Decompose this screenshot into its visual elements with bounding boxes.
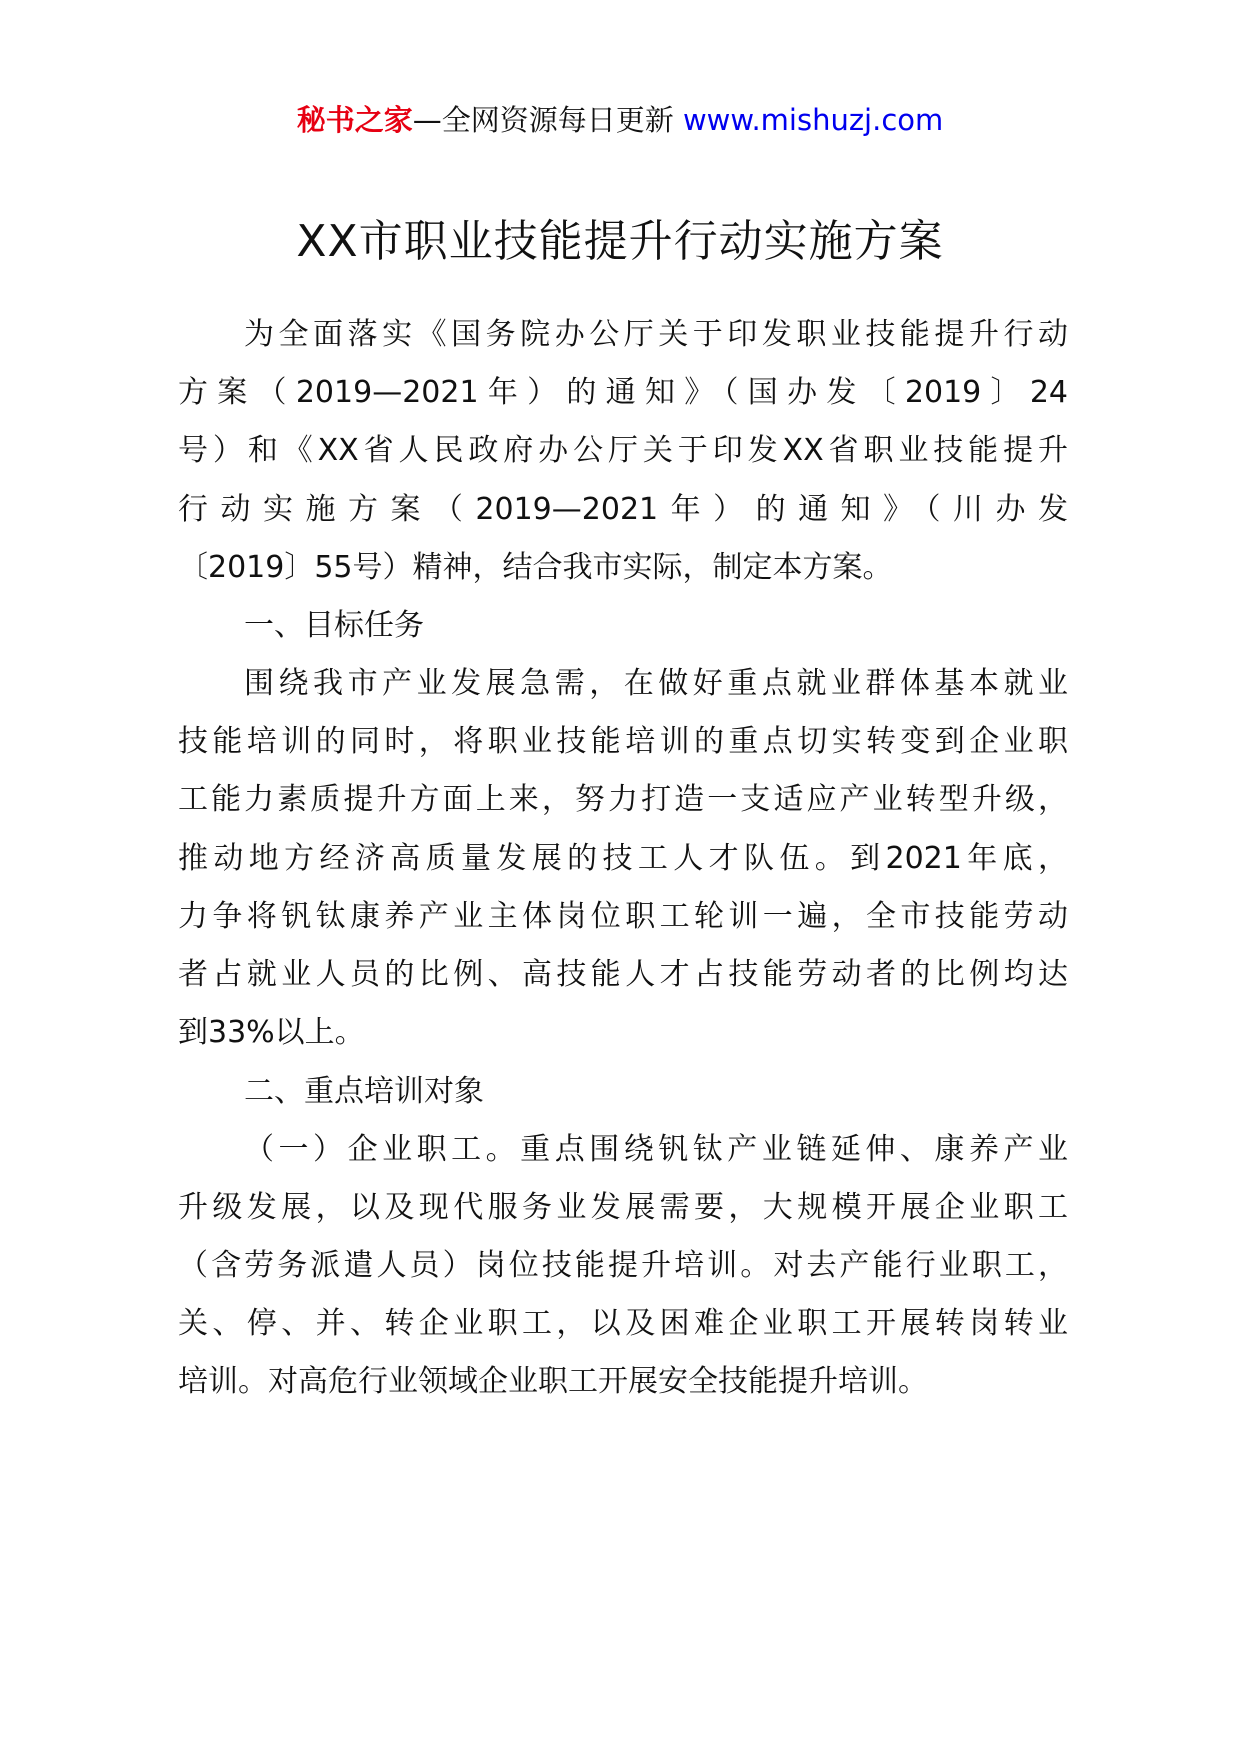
paragraph-line: 工能力素质提升方面上来，努力打造一支适应产业转型升级， (178, 782, 1068, 817)
document-title: XX市职业技能提升行动实施方案 (296, 216, 944, 267)
site-url-link[interactable]: www.mishuzj.com (682, 103, 944, 137)
paragraph-line: 者占就业人员的比例、高技能人才占技能劳动者的比例均达 (178, 957, 1068, 992)
paragraph-line: 行动实施方案（2019—2021年）的通知》（川办发 (178, 492, 1068, 527)
paragraph-line: 力争将钒钛康养产业主体岗位职工轮训一遍，全市技能劳动 (178, 899, 1068, 934)
paragraph-line: 围绕我市产业发展急需，在做好重点就业群体基本就业 (244, 666, 1068, 701)
paragraph-line: 关、停、并、转企业职工，以及困难企业职工开展转岗转业 (178, 1306, 1068, 1341)
paragraph-line: 培训。对高危行业领域企业职工开展安全技能提升培训。 (178, 1364, 928, 1399)
paragraph-line: 技能培训的同时，将职业技能培训的重点切实转变到企业职 (178, 724, 1068, 759)
paragraph-line: 号）和《XX省人民政府办公厅关于印发XX省职业技能提升 (178, 433, 1068, 468)
paragraph-line: 〔2019〕55号）精神，结合我市实际，制定本方案。 (178, 550, 893, 585)
header-tagline: —全网资源每日更新 (412, 103, 674, 137)
site-header (0, 100, 1240, 140)
paragraph-line: （一）企业职工。重点围绕钒钛产业链延伸、康养产业 (244, 1132, 1068, 1167)
brand-name: 秘书之家 (296, 103, 413, 137)
paragraph-line: （含劳务派遣人员）岗位技能提升培训。对去产能行业职工， (178, 1248, 1068, 1283)
paragraph-line: 方案（2019—2021年）的通知》（国办发〔2019〕24 (178, 375, 1068, 410)
section-heading: 二、重点培训对象 (244, 1074, 484, 1109)
paragraph-line: 到33%以上。 (178, 1015, 365, 1050)
paragraph-line: 升级发展，以及现代服务业发展需要，大规模开展企业职工 (178, 1190, 1068, 1225)
paragraph-line: 推动地方经济高质量发展的技工人才队伍。到2021年底， (178, 841, 1068, 876)
section-heading: 一、目标任务 (244, 608, 424, 643)
paragraph-line: 为全面落实《国务院办公厅关于印发职业技能提升行动 (244, 317, 1068, 352)
